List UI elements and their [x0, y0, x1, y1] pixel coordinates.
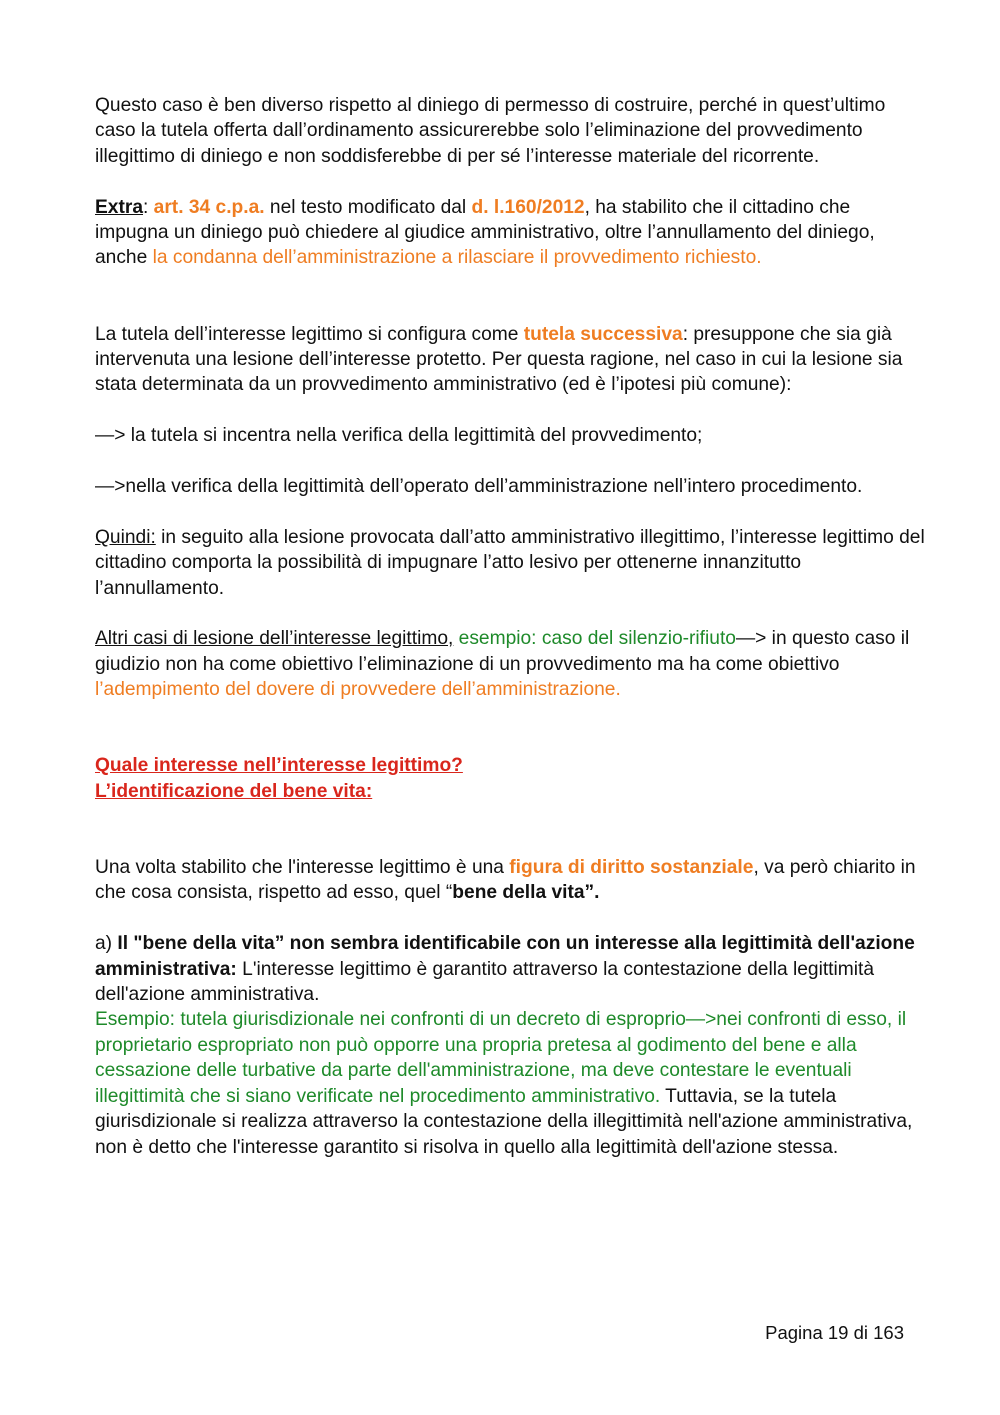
altri-highlight: l’adempimento del dovere di provvedere dell’amministrazione. — [95, 679, 621, 701]
extra-text-2: , ha stabilito che il cittadino che impugna un diniego può chiedere al giudice amministrativo, oltre l’annullamento del diniego, anche — [95, 196, 875, 269]
paragraph-diniego: Questo caso è ben diverso rispetto al diniego di permesso di costruire, perché in quest’ultimo caso la tutela offerta dall’ordinamento assicurerebbe solo l’eliminazione del provvedimento illegittimo di diniego e non soddisferebbe di per sé l’interesse materiale del ricorrente. — [95, 95, 886, 167]
paragraph-tutela — [95, 322, 925, 398]
una-volta-text-2: , va però chiarito in che cosa consista, rispetto ad esso, quel “ — [95, 857, 916, 904]
extra-sep: : — [143, 196, 154, 218]
section-heading — [95, 753, 925, 804]
una-volta-bene: bene della vita”. — [452, 882, 600, 904]
paragraph-quindi — [95, 525, 925, 601]
extra-label: Extra — [95, 196, 143, 218]
point-a-text-1: L'interesse legittimo è garantito attraverso la contestazione della legittimità dell'azione amministrativa. — [95, 958, 875, 1006]
page-number: Pagina 19 di 163 — [765, 1322, 904, 1343]
point-a-prefix: a) — [95, 933, 118, 955]
heading-line-1: Quale interesse nell’interesse legittimo? — [95, 755, 463, 777]
altri-example: esempio: caso del silenzio-rifiuto — [453, 628, 736, 650]
paragraph-altri-casi — [95, 626, 925, 702]
altri-label: Altri casi di lesione dell’interesse legittimo, — [95, 628, 454, 650]
tutela-bold: tutela successiva — [523, 323, 683, 345]
paragraph-point-a — [95, 931, 925, 1160]
extra-decree: d. l.160/2012 — [471, 196, 585, 218]
arrow-item-1: —> la tutela si incentra nella verifica della legittimità del provvedimento; — [95, 425, 703, 447]
extra-text-1: nel testo modificato dal — [264, 196, 472, 218]
point-a-text-2: Tuttavia, se la tutela giurisdizionale si realizza attraverso la contestazione della illegittimità nell'azione amministrativa, non è detto che l'interesse garantito si risolva in quello alla legittimità dell'azione stessa. — [95, 1085, 913, 1158]
point-a-example: Esempio: tutela giurisdizionale nei confronti di un decreto di esproprio—>nei confronti di esso, il proprietario espropriato non può opporre una propria pretesa al godimento del bene e alla cessazione delle turbative da parte dell'amministrazione, ma deve contestare le eventuali illegittimità che si siano verificate nel procedimento amministrativo. — [95, 1009, 907, 1107]
una-volta-bold: figura di diritto sostanziale — [509, 857, 754, 879]
extra-highlight: la condanna dell’amministrazione a rilasciare il provvedimento richiesto. — [152, 247, 762, 269]
tutela-text-1: La tutela dell’interesse legittimo si configura come — [95, 323, 524, 345]
una-volta-text-1: Una volta stabilito che l'interesse legittimo è una — [95, 857, 510, 879]
paragraph-extra — [95, 195, 925, 271]
extra-article: art. 34 c.p.a. — [153, 196, 265, 218]
document-page — [95, 93, 925, 1160]
arrow-item-2: —>nella verifica della legittimità dell’operato dell’amministrazione nell’intero procedimento. — [95, 476, 863, 498]
quindi-text: in seguito alla lesione provocata dall’atto amministrativo illegittimo, l’interesse legittimo del cittadino comporta la possibilità di impugnare l’atto lesivo per ottenerne innanzitutto l’annullamento. — [95, 526, 925, 599]
paragraph-una-volta — [95, 855, 925, 906]
point-a-bold: Il "bene della vita” non sembra identificabile con un interesse alla legittimità dell'azione amministrativa: — [95, 933, 915, 980]
heading-line-2: L’identificazione del bene vita: — [95, 780, 373, 802]
altri-text: —> in questo caso il giudizio non ha come obiettivo l’eliminazione di un provvedimento ma ha come obiettivo — [95, 628, 910, 675]
quindi-label: Quindi: — [95, 526, 156, 548]
tutela-text-2: : presuppone che sia già intervenuta una lesione dell’interesse protetto. Per questa ragione, nel caso in cui la lesione sia stata determinata da un provvedimento amministrativo (ed è l’ipotesi più comune): — [95, 323, 903, 396]
